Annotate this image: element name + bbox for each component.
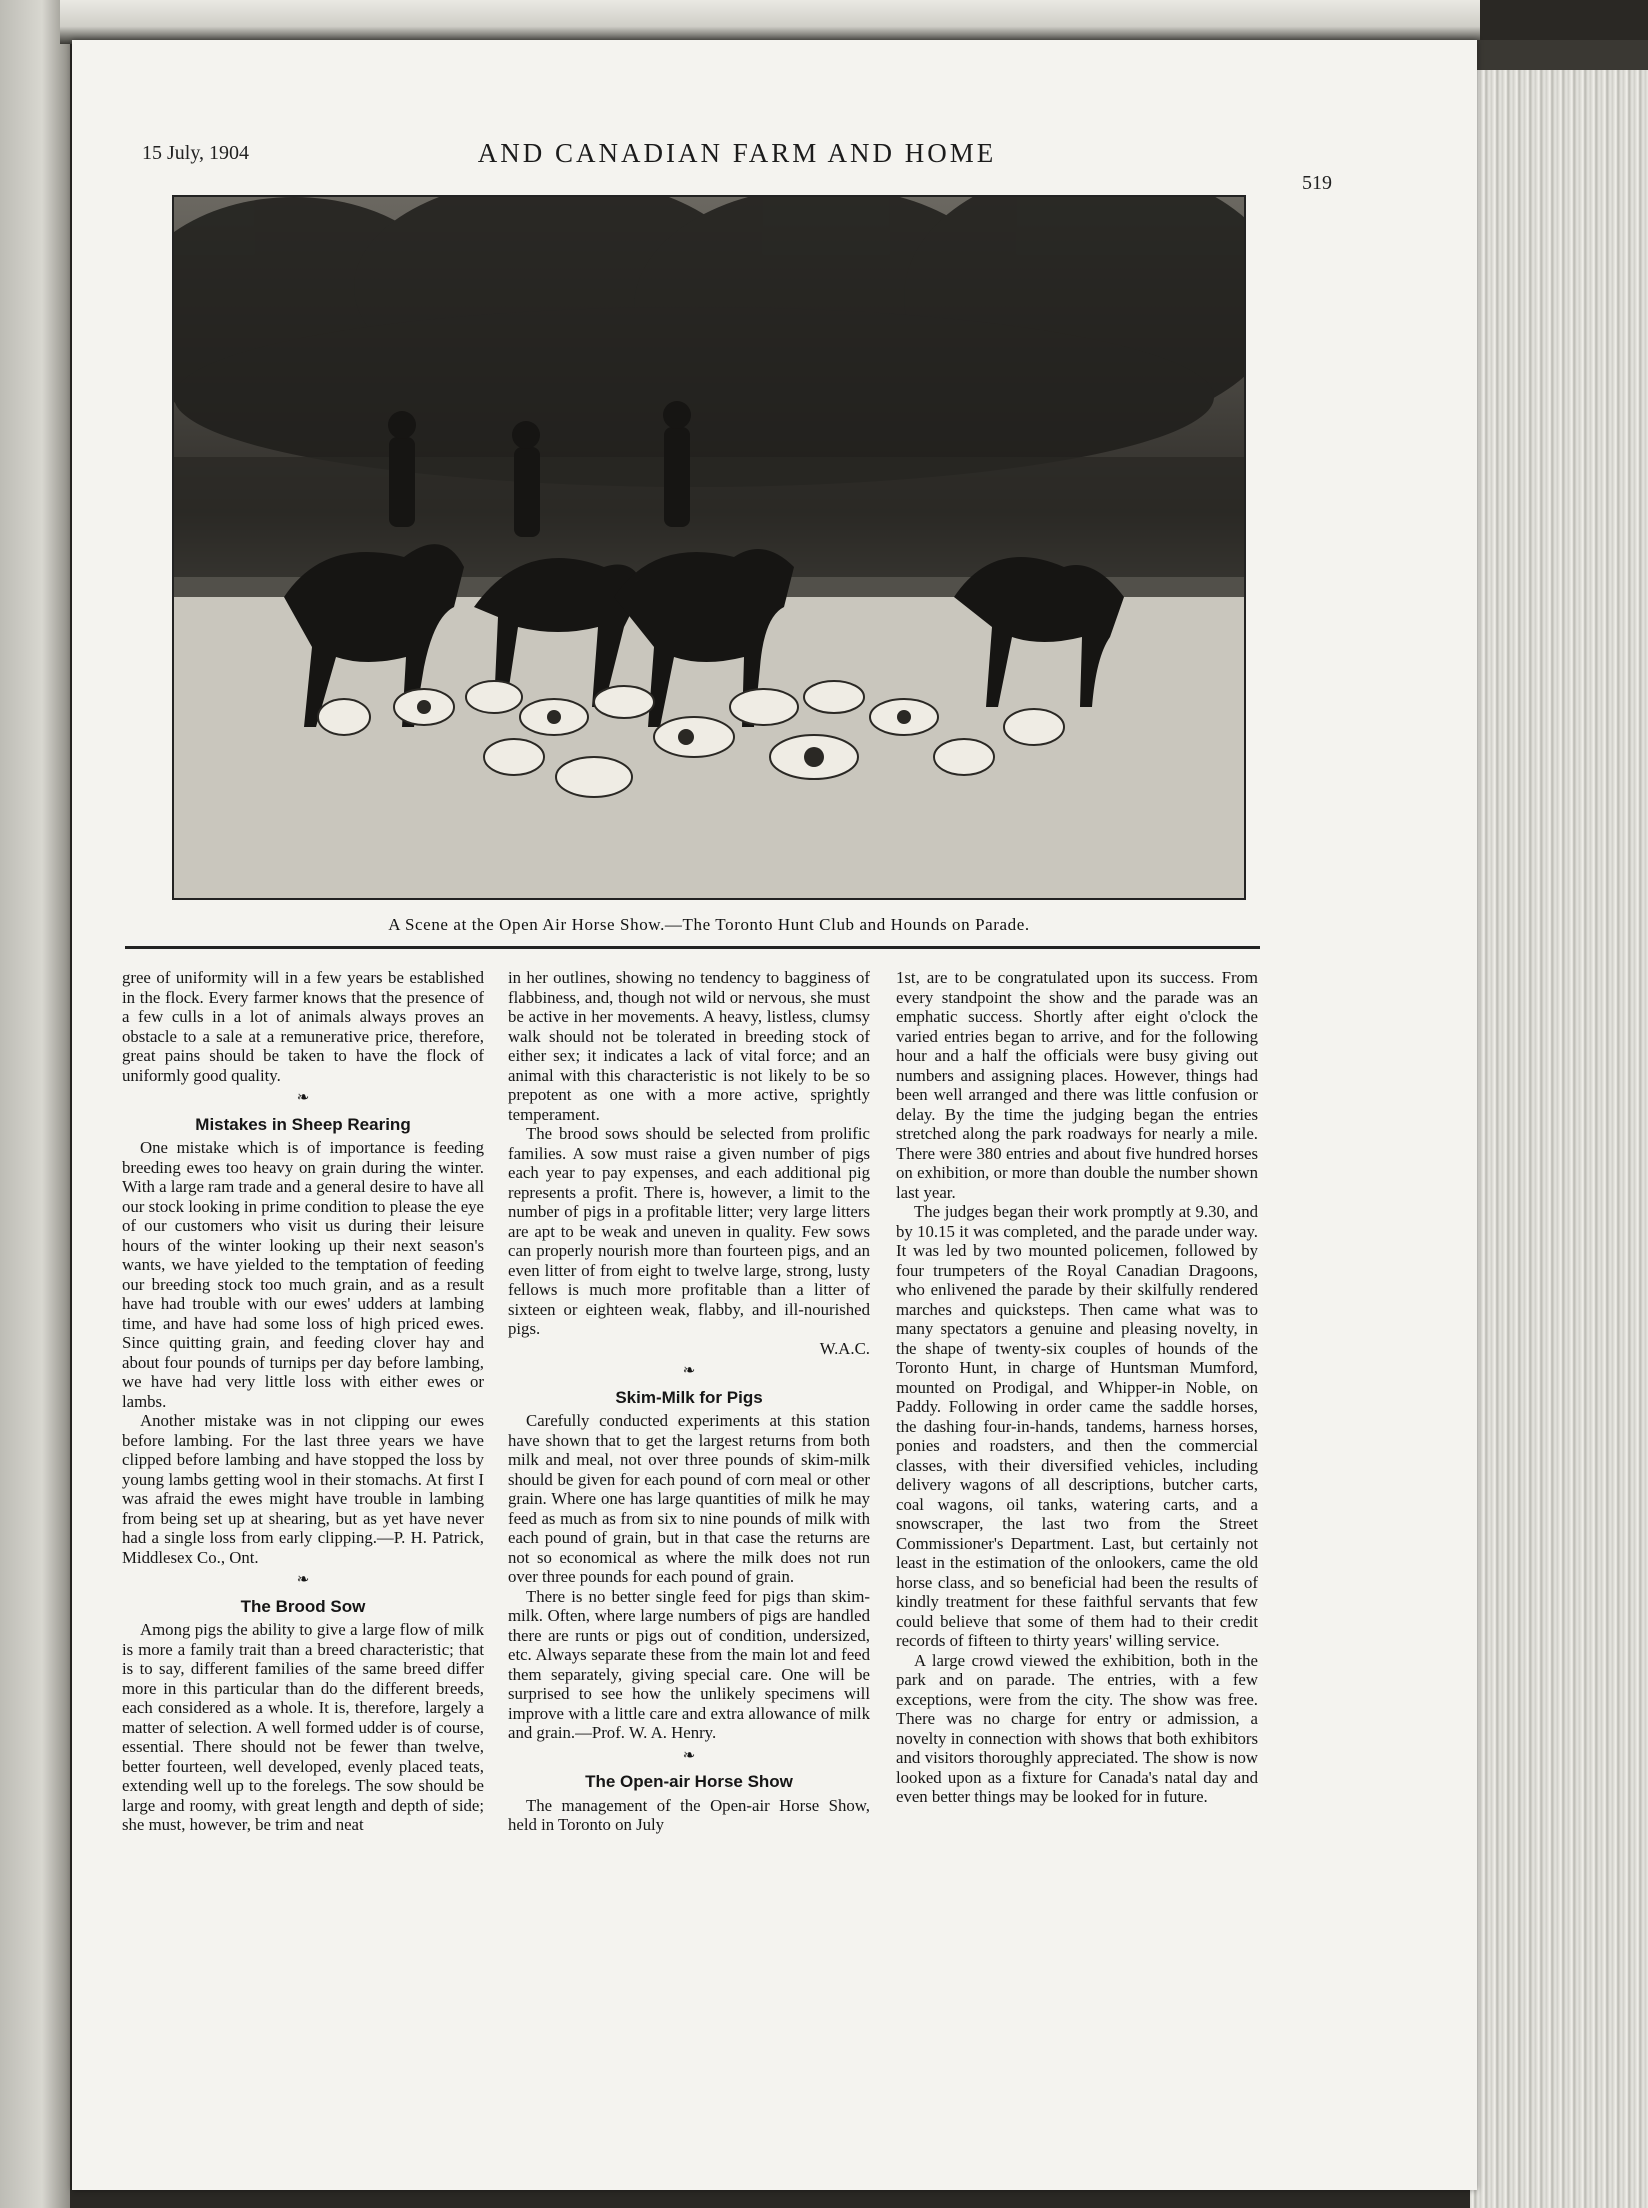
article-column-1 — [122, 968, 484, 1835]
page-number: 519 — [1302, 172, 1332, 194]
paragraph: The brood sows should be selected from prolific families. A sow must raise a given number of pigs each year to pay expenses, and each additional pig represents a profit. There is, however, a limit to the number of pigs in a profitable litter; very large litters are apt to be weak and uneven in quality. Few sows can properly nourish more than fourteen pigs, and an even litter of from eight to twelve large, strong, lusty fellows is much more profitable than a litter of sixteen or eighteen weak, flabby, and ill-nourished pigs. — [508, 1124, 870, 1338]
running-head — [142, 138, 1332, 194]
paragraph: The management of the Open-air Horse Show, held in Toronto on July — [508, 1795, 870, 1834]
ornament: ❧ — [296, 1572, 310, 1588]
section-rule — [125, 946, 1260, 949]
paragraph: The judges began their work promptly at 9.30, and by 10.15 it was completed, and the parade under way. It was led by two mounted policemen, followed by four trumpeters of the Royal Canadian Dragoons, who enlivened the parade by their skilfully rendered marches and quicksteps. Then came what was to many spectators a genuine and pleasing novelty, in the shape of twenty-six couples of hounds of the Toronto Hunt, in charge of Huntsman Mumford, mounted on Prodigal, and Whipper-in Noble, on Paddy. Following in order came the saddle horses, the dashing four-in-hands, tandems, harness horses, ponies and roadsters, and then the commercial classes, with their diversified vehicles, including delivery wagons of all descriptions, butcher carts, coal wagons, oil tanks, watering carts, and a snowscraper, the last two from the Street Commissioner's Department. Last, but certainly not least in the estimation of the onlookers, came the old horse class, and so beneficial had been the results of kindly treatment for these faithful servants that few could believe that some of them had to their credit records of fifteen to thirty years' willing service. — [896, 1202, 1258, 1650]
paragraph: One mistake which is of importance is feeding breeding ewes too heavy on grain during the winter. With a large ram trade and a general desire to have all our stock looking in prime condition to please the eye of our customers who visit us during their leisure hours of the winter looking up their next season's wants, we have yielded to the temptation of feeding our breeding stock too much grain, and as a result have had trouble with our ewes' udders at lambing time, and have had some loss of high priced ewes. Since quitting grain, and feeding clover hay and about four pounds of turnips per day before lambing, we have had very little loss with either ewes or lambs. — [122, 1138, 484, 1411]
paragraph: in her outlines, showing no tendency to bagginess of flabbiness, and, though not wild or nervous, she must be active in her movements. A heavy, listless, clumsy walk should not be tolerated in breeding stock of either sex; it indicates a lack of vital force; and an animal with this characteristic is not likely to be so prepotent as one with a more active, sprightly temperament. — [508, 968, 870, 1124]
page-stack-edge — [1470, 70, 1648, 2208]
paragraph: Another mistake was in not clipping our ewes before lambing. For the last three years we have clipped before lambing and have stopped the loss by young lambs getting wool in their stomachs. At first I was afraid the ewes might have trouble in lambing from being set up at shearing, but as yet have never had a single loss from early clipping.—P. H. Patrick, Middlesex Co., Ont. — [122, 1411, 484, 1567]
ornament: ❧ — [682, 1363, 696, 1379]
paragraph: Among pigs the ability to give a large flow of milk is more a family trait than a breed characteristic; that is to say, different families of the same breed differ more in this particular than do the different breeds, each considered as a whole. It is, therefore, largely a matter of selection. A well formed udder is of course, essential. There should not be fewer than twelve, better fourteen, well developed, evenly placed teats, extending well up to the forelegs. The sow should be large and roomy, with great length and depth of side; she must, however, be trim and neat — [122, 1620, 484, 1834]
article-heading: Skim-Milk for Pigs — [615, 1387, 763, 1407]
article-heading: The Brood Sow — [240, 1596, 366, 1616]
paragraph: A large crowd viewed the exhibition, both in the park and on parade. The entries, with a few exceptions, were from the city. The show was free. There was no charge for entry or admission, a novelty in connection with shows that both exhibitors and visitors thoroughly appreciated. The show is now looked upon as a fixture for Canada's natal day and even better things may be looked for in future. — [896, 1650, 1258, 1806]
ornament: ❧ — [296, 1090, 310, 1106]
book-binding-edge — [0, 0, 70, 2208]
page-top-edge — [60, 0, 1480, 44]
issue-date: 15 July, 1904 — [142, 142, 250, 164]
ornament: ❧ — [682, 1747, 696, 1764]
article-heading: Mistakes in Sheep Rearing — [195, 1114, 411, 1134]
photo-caption: A Scene at the Open Air Horse Show.—The Toronto Hunt Club and Hounds on Parade. — [388, 915, 1030, 934]
hunt-club-photo — [172, 195, 1246, 900]
paragraph: There is no better single feed for pigs than skim-milk. Often, where large numbers of pigs are handled there are runts or pigs out of condition, undersized, etc. Always separate these from the main lot and feed them separately, giving special care. One will be surprised to see how the unlikely specimens will improve with a little care and extra allowance of milk and grain.—Prof. W. A. Henry. — [508, 1586, 870, 1742]
paragraph: Carefully conducted experiments at this station have shown that to get the largest returns from both milk and meal, not over three pounds of skim-milk should be given for each pound of corn meal or other grain. Where one has large quantities of milk he may feed as much as from six to nine pounds of milk with each pound of grain, but in that case the returns are not so economical as where the milk does not run over three pounds for each pound of grain. — [508, 1411, 870, 1586]
publication-title: AND CANADIAN FARM AND HOME — [477, 138, 997, 168]
paragraph: gree of uniformity will in a few years be established in the flock. Every farmer knows that the presence of a few culls in a lot of animals always proves an obstacle to a sale at a remunerative price, therefore, great pains should be taken to have the flock of uniformly good quality. — [122, 968, 484, 1085]
article-column-3 — [896, 968, 1258, 1807]
signature: W.A.C. — [819, 1338, 870, 1358]
paragraph: 1st, are to be congratulated upon its success. From every standpoint the show and the parade was an emphatic success. Shortly after eight o'clock the varied entries began to arrive, and for the following hour and a half the officials were busy giving out numbers and assigning places. However, things had been well arranged and there was little confusion or delay. By the time the judging began the entries stretched along the park roadways for nearly a mile. There were 380 entries and about five hundred horses on exhibition, or more than double the number shown last year. — [896, 968, 1258, 1202]
article-heading: The Open-air Horse Show — [585, 1772, 793, 1791]
article-column-2 — [508, 968, 870, 1835]
